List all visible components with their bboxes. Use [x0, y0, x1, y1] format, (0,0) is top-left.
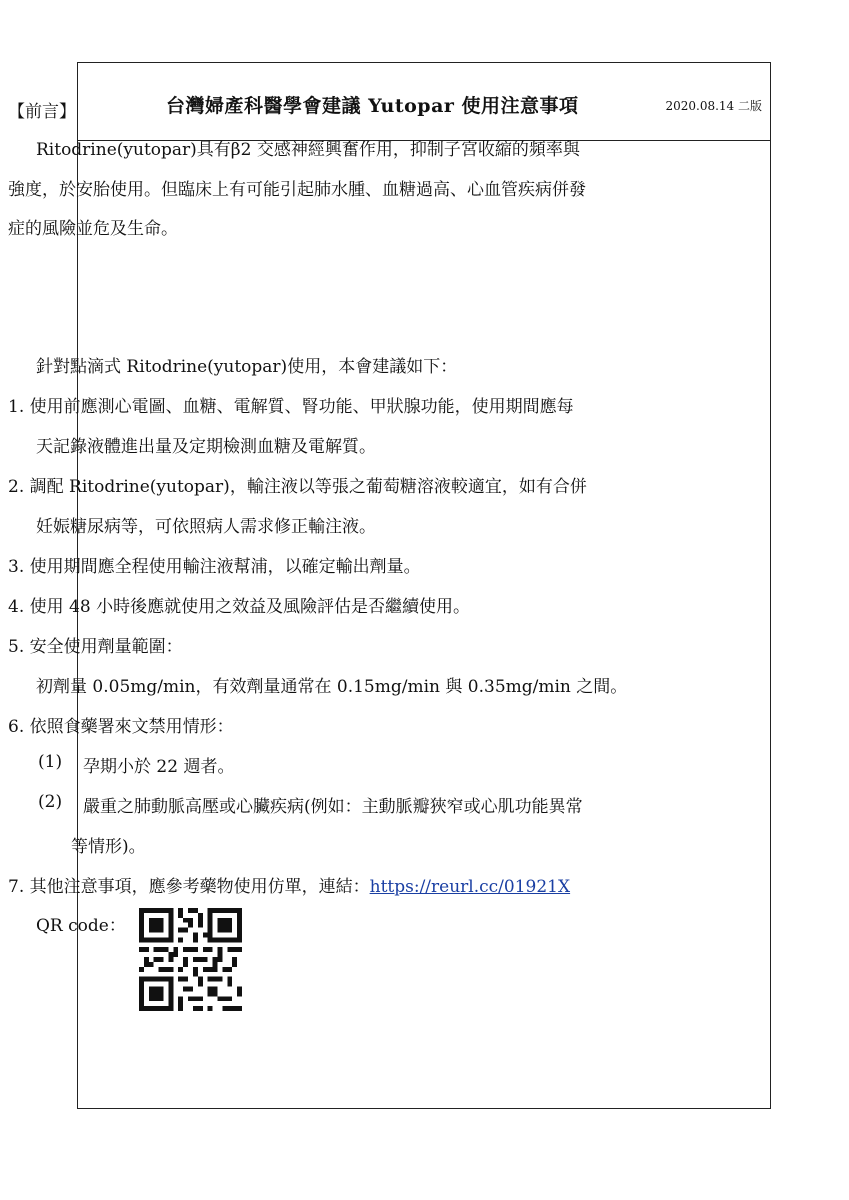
item-7	[8, 872, 570, 897]
item-4: 4. 使用 48 小時後應就使用之效益及風險評估是否繼續使用。	[8, 597, 471, 617]
item-6: 6. 依照食藥署來文禁用情形：	[8, 717, 234, 737]
item-2-line-1: 2. 調配 Ritodrine(yutopar)，輸注液以等張之葡萄糖溶液較適宜，如有合併	[8, 477, 587, 497]
preface-line-2: 強度，於安胎使用。但臨床上有可能引起肺水腫、血糖過高、心血管疾病併發	[8, 180, 586, 200]
sub-item-2-number: (2)	[38, 792, 63, 812]
preface-line-3: 症的風險並危及生命。	[8, 219, 178, 239]
sub-item-2-line-2: 等情形)。	[71, 837, 146, 857]
qr-code-icon[interactable]	[139, 908, 242, 1011]
item-5: 5. 安全使用劑量範圍：	[8, 637, 183, 657]
item-3: 3. 使用期間應全程使用輸注液幫浦，以確定輸出劑量。	[8, 557, 421, 577]
version-date: 2020.08.14 二版	[665, 99, 762, 113]
item-7-text: 7. 其他注意事項，應參考藥物使用仿單，連結：	[8, 877, 370, 897]
item-2-line-2: 妊娠糖尿病等，可依照病人需求修正輸注液。	[36, 517, 376, 537]
preface-heading: 【前言】	[8, 102, 76, 122]
document-title: 台灣婦產科醫學會建議 Yutopar 使用注意事項	[166, 95, 579, 117]
preface-line-1: Ritodrine(yutopar)具有β2 交感神經興奮作用，抑制子宮收縮的頻率與	[36, 140, 580, 160]
sub-item-2-line-1: 嚴重之肺動脈高壓或心臟疾病(例如：主動脈瓣狹窄或心肌功能異常	[83, 797, 583, 817]
item-1-line-2: 天記錄液體進出量及定期檢測血糖及電解質。	[36, 437, 376, 457]
item-5-dosage: 初劑量 0.05mg/min，有效劑量通常在 0.15mg/min 與 0.35mg/min 之間。	[36, 677, 628, 697]
package-insert-link[interactable]: https://reurl.cc/01921X	[369, 877, 571, 897]
sub-item-1-number: (1)	[38, 752, 63, 772]
sub-item-1-text: 孕期小於 22 週者。	[83, 757, 235, 777]
qr-code-label: QR code：	[36, 916, 126, 936]
item-1-line-1: 1. 使用前應測心電圖、血糖、電解質、腎功能、甲狀腺功能，使用期間應每	[8, 397, 574, 417]
intro-line: 針對點滴式 Ritodrine(yutopar)使用，本會建議如下：	[36, 357, 458, 377]
document-header	[78, 63, 770, 141]
